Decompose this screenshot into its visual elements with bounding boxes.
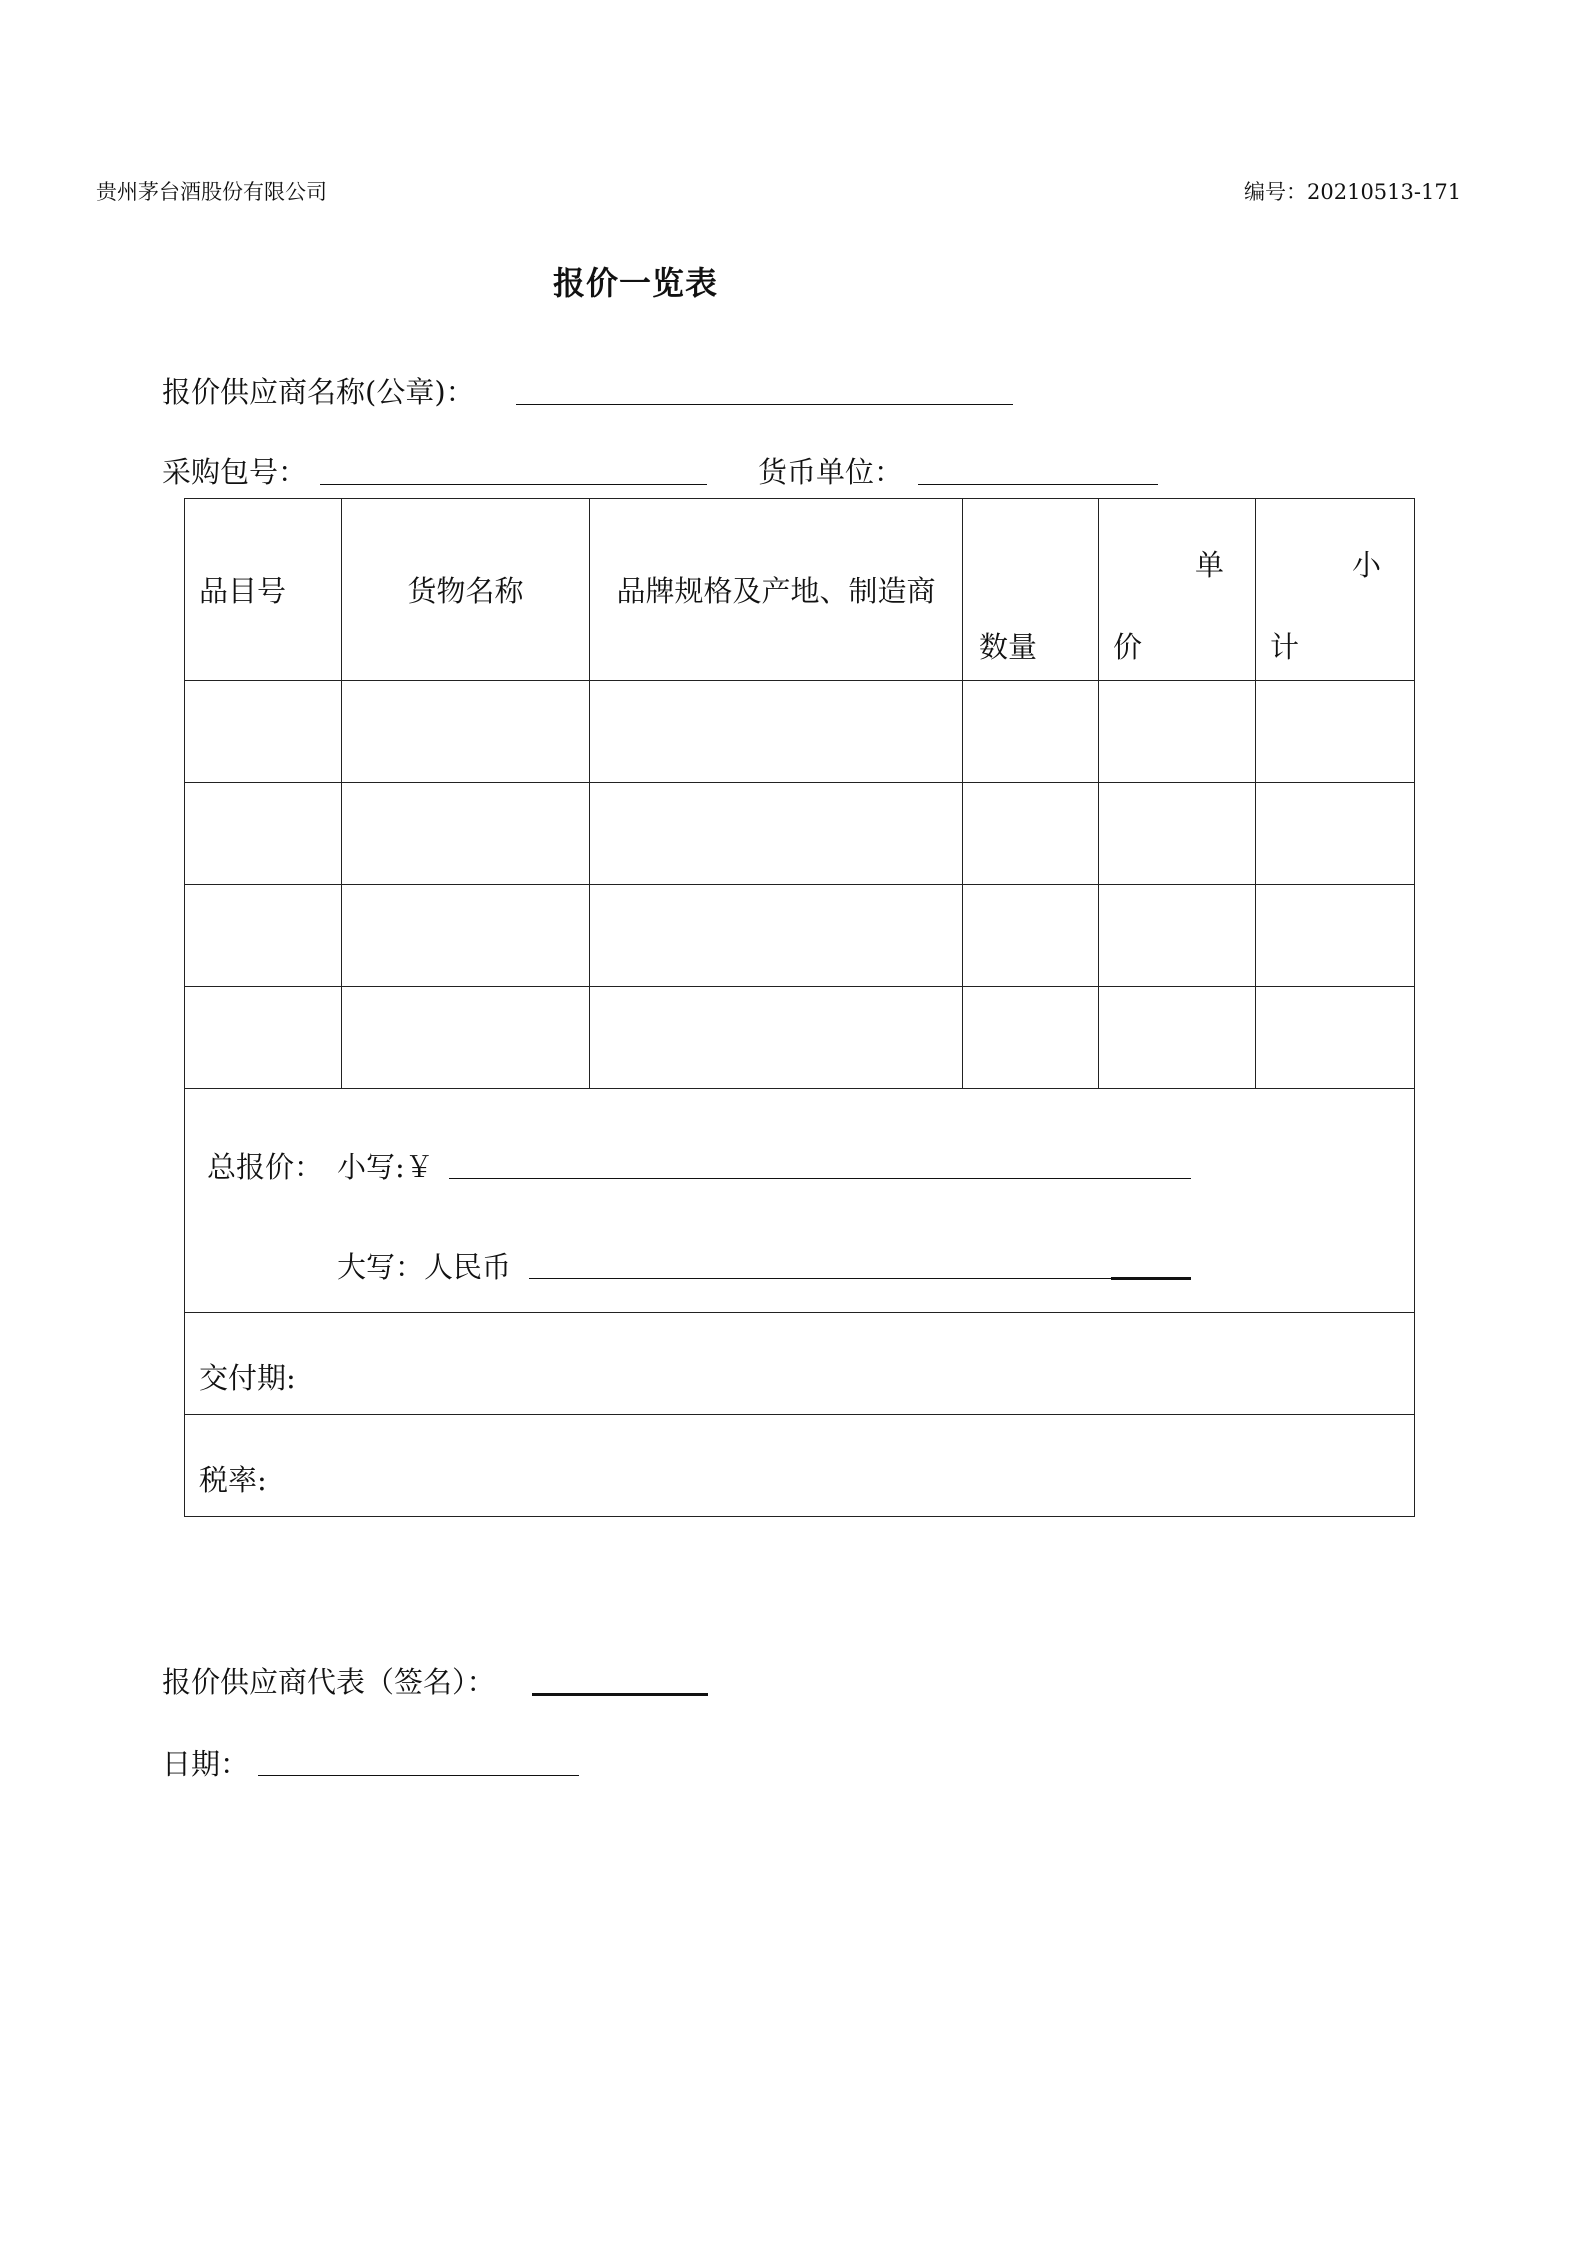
col-header-item-no: 品目号 — [185, 499, 342, 681]
cell-quantity[interactable] — [963, 885, 1099, 987]
currency-field[interactable] — [918, 484, 1158, 485]
cell-subtotal[interactable] — [1256, 987, 1415, 1089]
currency-label: 货币单位： — [758, 455, 904, 489]
total-price-row — [185, 1089, 1415, 1313]
cell-brand-spec[interactable] — [590, 885, 963, 987]
tax-row — [185, 1415, 1415, 1517]
cell-quantity[interactable] — [963, 783, 1099, 885]
cell-subtotal[interactable] — [1256, 681, 1415, 783]
table-header-row — [185, 499, 1415, 681]
cell-unit-price[interactable] — [1099, 987, 1256, 1089]
col-header-subtotal: 小 计 — [1256, 499, 1415, 681]
total-price-label: 总报价： — [207, 1150, 324, 1184]
cell-goods-name[interactable] — [342, 885, 590, 987]
cell-brand-spec[interactable] — [590, 987, 963, 1089]
table-row — [185, 681, 1415, 783]
cell-quantity[interactable] — [963, 681, 1099, 783]
delivery-label: 交付期: — [199, 1361, 296, 1395]
package-no-field[interactable] — [320, 484, 707, 485]
cell-subtotal[interactable] — [1256, 885, 1415, 987]
col-header-brand-spec: 品牌规格及产地、制造商 — [590, 499, 963, 681]
delivery-row — [185, 1313, 1415, 1415]
cell-quantity[interactable] — [963, 987, 1099, 1089]
cell-goods-name[interactable] — [342, 987, 590, 1089]
cell-goods-name[interactable] — [342, 681, 590, 783]
upper-amount-field[interactable] — [529, 1278, 1191, 1279]
table-row — [185, 987, 1415, 1089]
table-row — [185, 783, 1415, 885]
cell-item-no[interactable] — [185, 783, 342, 885]
supplier-name-label: 报价供应商名称(公章)： — [162, 375, 475, 409]
cell-unit-price[interactable] — [1099, 681, 1256, 783]
page-title: 报价一览表 — [553, 264, 719, 302]
tax-cell[interactable] — [185, 1415, 1415, 1517]
tax-label: 税率: — [199, 1463, 267, 1497]
cell-subtotal[interactable] — [1256, 783, 1415, 885]
cell-item-no[interactable] — [185, 681, 342, 783]
cell-unit-price[interactable] — [1099, 885, 1256, 987]
lower-amount-label: 小写:￥ — [337, 1150, 434, 1184]
delivery-cell[interactable] — [185, 1313, 1415, 1415]
cell-unit-price[interactable] — [1099, 783, 1256, 885]
table-row — [185, 885, 1415, 987]
supplier-name-field[interactable] — [516, 404, 1013, 405]
quote-table — [184, 498, 1415, 1517]
document-number: 编号：20210513-171 — [1244, 180, 1462, 204]
col-header-unit-price: 单 价 — [1099, 499, 1256, 681]
cell-goods-name[interactable] — [342, 783, 590, 885]
package-no-label: 采购包号： — [162, 455, 308, 489]
col-header-quantity: 数量 — [963, 499, 1099, 681]
upper-amount-label: 大写：人民币 — [337, 1250, 512, 1284]
upper-amount-field-end — [1111, 1277, 1191, 1280]
lower-amount-field[interactable] — [449, 1178, 1191, 1179]
cell-brand-spec[interactable] — [590, 681, 963, 783]
date-label: 日期： — [162, 1747, 250, 1781]
cell-brand-spec[interactable] — [590, 783, 963, 885]
representative-signature-field[interactable] — [532, 1693, 708, 1696]
total-price-cell — [185, 1089, 1415, 1313]
company-name: 贵州茅台酒股份有限公司 — [96, 180, 327, 204]
cell-item-no[interactable] — [185, 885, 342, 987]
cell-item-no[interactable] — [185, 987, 342, 1089]
col-header-goods-name: 货物名称 — [342, 499, 590, 681]
representative-label: 报价供应商代表（签名）： — [162, 1665, 496, 1699]
date-field[interactable] — [258, 1775, 579, 1776]
